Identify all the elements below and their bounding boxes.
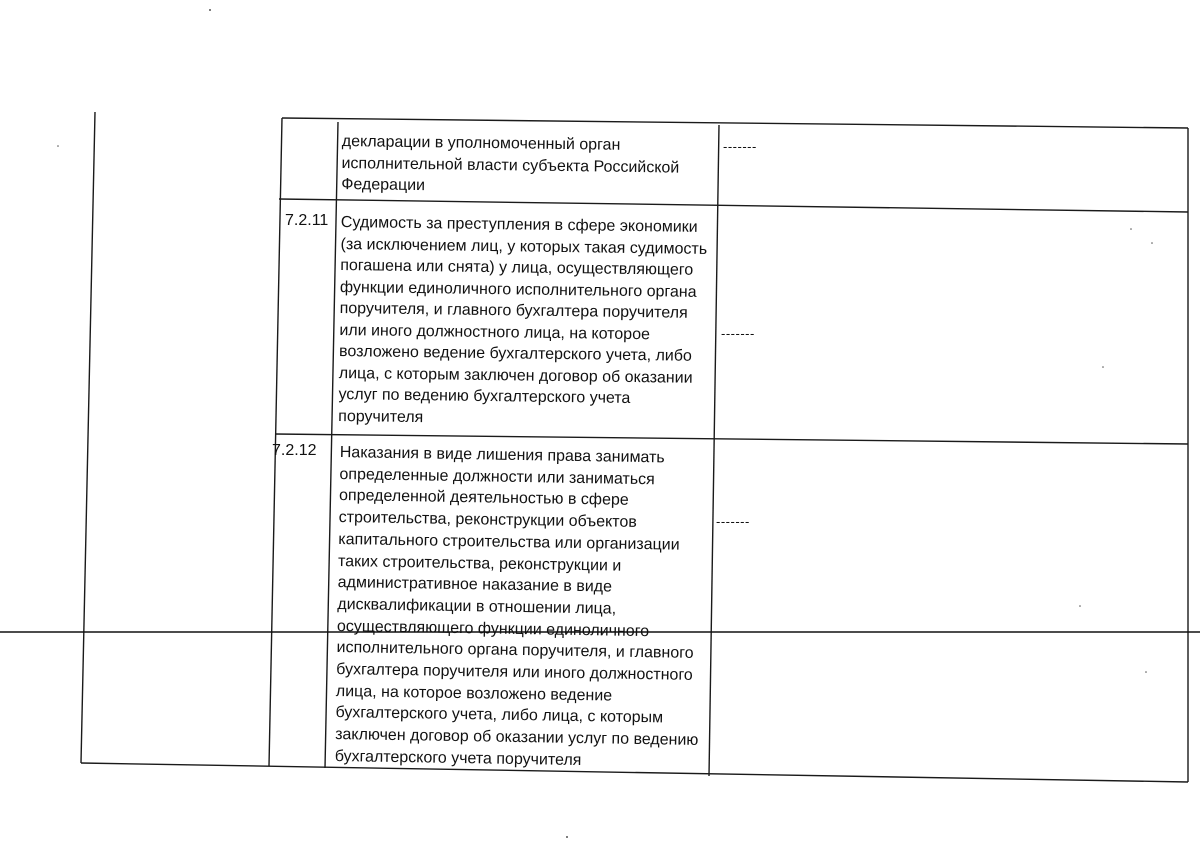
row-separator-1 xyxy=(279,199,1188,212)
description-column-right-border xyxy=(709,125,719,776)
row-3-description: Наказания в виде лишения права занимать определенные должности или заниматься определенной деятельностью в сфере строительства, реконструкции объектов капитального строительства или организации таких строительства, реконструкции и административное наказание в виде дисквалификации в отношении лица, осуществляющего функции единоличного исполнительного органа поручителя, и главного бухгалтера поручителя или иного должностного лица, на которое возложено ведение бухгалтерского учета, либо лица, с которым заключен договор об оказании услуг по ведению бухгалтерского учета поручителя xyxy=(334,443,699,769)
row-2-value: ------- xyxy=(721,326,755,341)
row-2-number: 7.2.11 xyxy=(285,212,329,229)
scan-speck xyxy=(209,9,211,11)
scan-speck xyxy=(1079,605,1081,607)
row-3-number: 7.2.12 xyxy=(272,442,317,459)
row-2-description: Судимость за преступления в сфере экономики (за исключением лиц, у которых такая судимость погашена или снята) у лица, осуществляющего функции единоличного исполнительного органа поручителя, и главного бухгалтера поручителя или иного должностного лица, на которое возложено ведение бухгалтерского учета, либо лица, с которым заключен договор об оказании услуг по ведению бухгалтерского учета поручителя xyxy=(338,213,708,426)
outer-left-border xyxy=(81,112,95,763)
scan-speck xyxy=(566,836,568,838)
scan-speck xyxy=(57,145,59,147)
table-top-border xyxy=(282,118,1188,128)
row-1-description: декларации в уполномоченный орган исполнительной власти субъекта Российской Федерации xyxy=(341,132,680,195)
scan-speck xyxy=(1145,671,1147,673)
scan-speck xyxy=(1151,242,1153,244)
row-3-value: ------- xyxy=(716,514,750,529)
scan-speck xyxy=(1102,366,1104,368)
scan-speck xyxy=(1130,228,1132,230)
row-1-value: ------- xyxy=(723,139,757,154)
